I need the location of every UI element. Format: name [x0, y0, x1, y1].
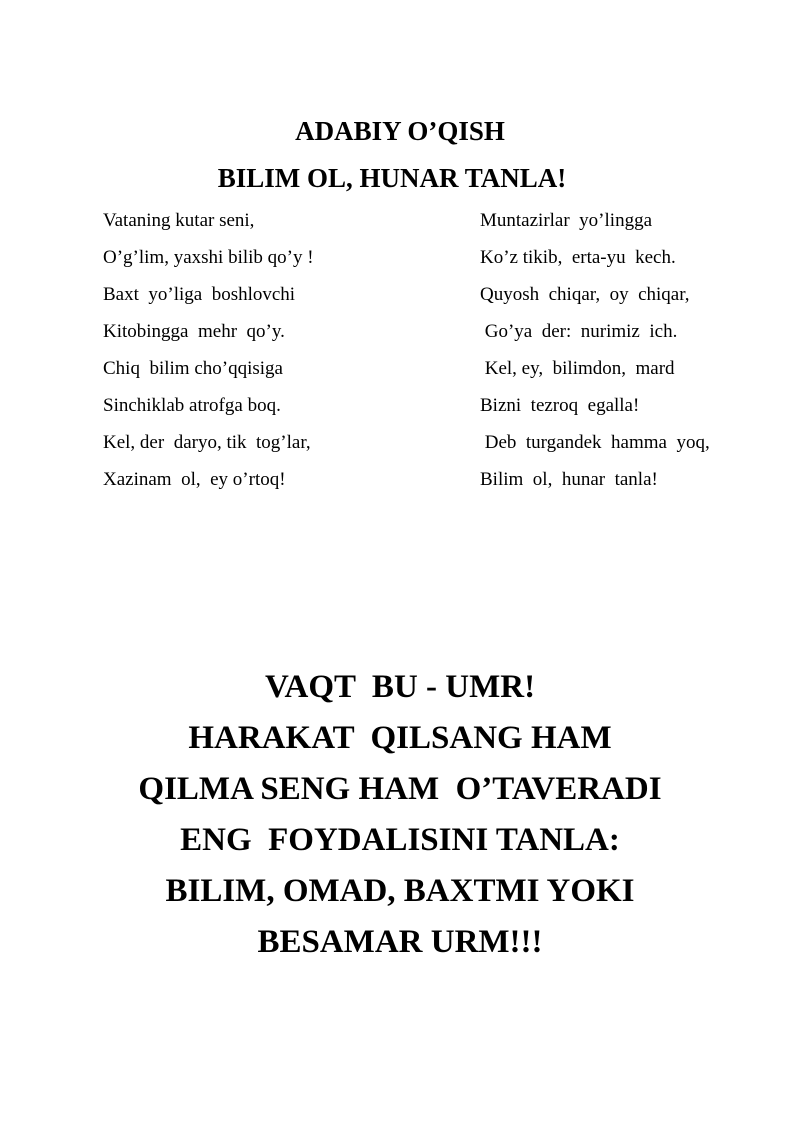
- poem-line: Xazinam ol, ey o’rtoq!: [103, 469, 286, 490]
- poem-line: Bilim ol, hunar tanla!: [480, 469, 658, 490]
- poem-line: Kel, ey, bilimdon, mard: [480, 358, 675, 379]
- poem-line: O’g’lim, yaxshi bilib qo’y !: [103, 247, 314, 268]
- page-title: ADABIY O’QISH: [295, 116, 505, 146]
- motto-line: ENG FOYDALISINI TANLA:: [180, 822, 620, 858]
- poem-line: Kitobingga mehr qo’y.: [103, 321, 285, 342]
- poem-line: Kel, der daryo, tik tog’lar,: [103, 432, 311, 453]
- poem-line: Go’ya der: nurimiz ich.: [480, 321, 678, 342]
- poem-line: Ko’z tikib, erta-yu kech.: [480, 247, 676, 268]
- motto-line: BESAMAR URM!!!: [257, 924, 543, 960]
- motto-line: HARAKAT QILSANG HAM: [188, 720, 612, 756]
- motto-line: BILIM, OMAD, BAXTMI YOKI: [165, 873, 635, 909]
- poem-line: Muntazirlar yo’lingga: [480, 210, 653, 231]
- poem-line: Baxt yo’liga boshlovchi: [103, 284, 296, 305]
- poem-title: BILIM OL, HUNAR TANLA!: [217, 163, 567, 193]
- poem-line: Vataning kutar seni,: [103, 210, 255, 231]
- poem-line: Bizni tezroq egalla!: [480, 395, 640, 416]
- poem-left-column: [103, 206, 314, 502]
- motto-line: QILMA SENG HAM O’TAVERADI: [138, 771, 662, 807]
- poem-right-column: [480, 206, 710, 502]
- poem-line: Quyosh chiqar, oy chiqar,: [480, 284, 690, 305]
- motto-line: VAQT BU - UMR!: [264, 669, 536, 705]
- motto-block: [0, 664, 800, 970]
- poem-line: Sinchiklab atrofga boq.: [103, 395, 281, 416]
- poem-line: Chiq bilim cho’qqisiga: [103, 358, 283, 379]
- poem-line: Deb turgandek hamma yoq,: [480, 432, 710, 453]
